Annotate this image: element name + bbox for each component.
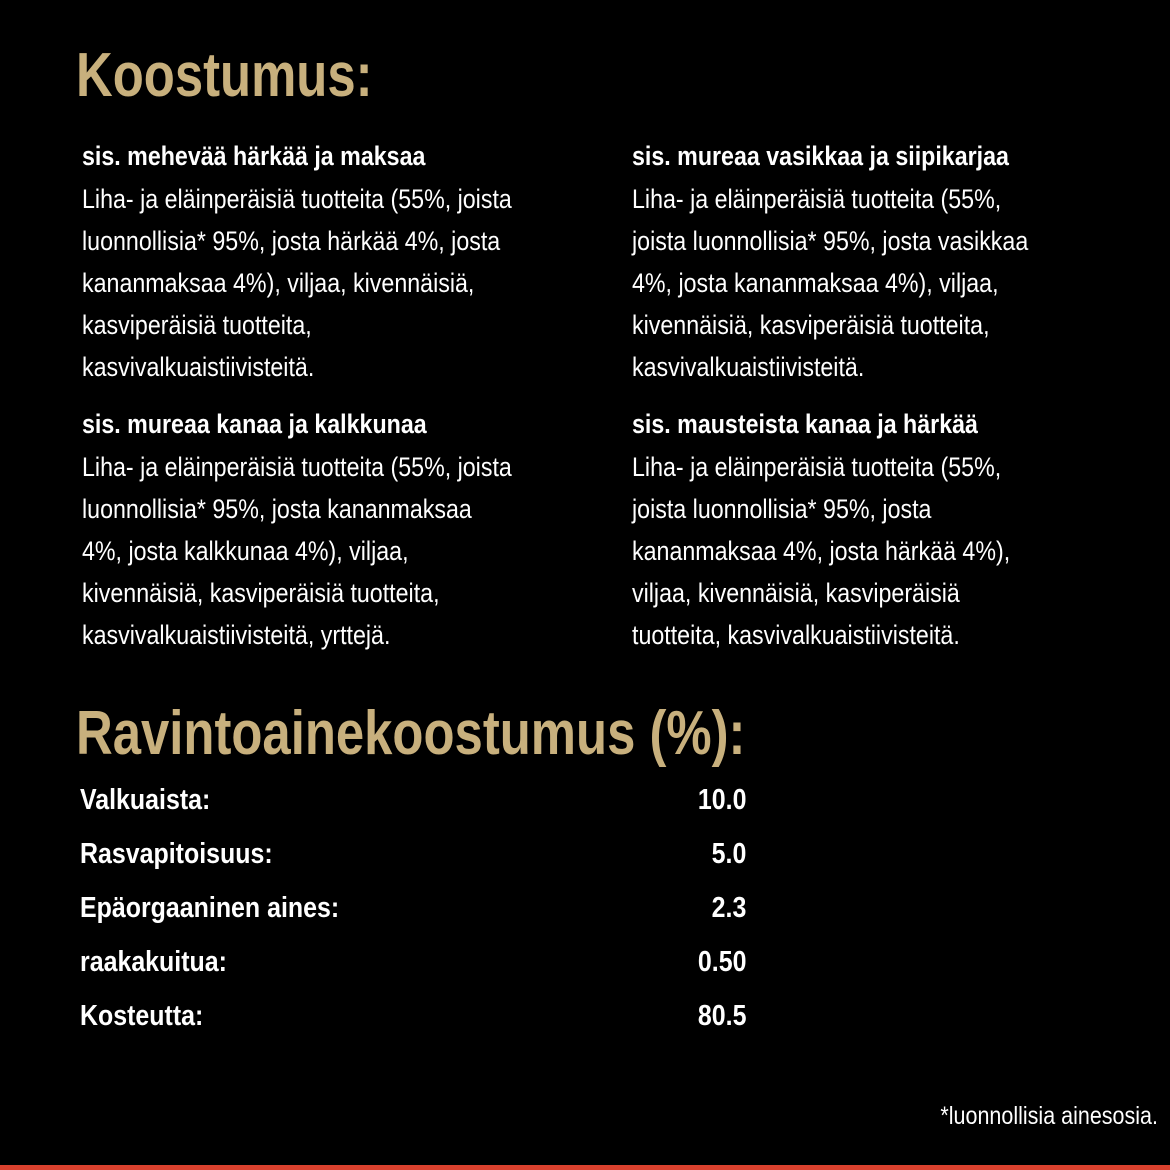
- nutrient-label: Epäorgaaninen aines:: [80, 892, 340, 924]
- variant-block-spicy-chicken-beef: [632, 402, 1148, 656]
- variant-title: sis. mureaa kanaa ja kalkkunaa: [82, 409, 427, 439]
- nutrition-table: [80, 776, 746, 1046]
- variant-block-veal-poultry: [632, 134, 1148, 388]
- variant-ingredients: Liha- ja eläinperäisiä tuotteita (55%, joista luonnollisia* 95%, josta kananmaksaa 4%, josta kalkkunaa 4%), viljaa, kivennäisiä, kasviperäisiä tuotteita, kasvivalkuaistiivisteitä, yrttejä.: [82, 452, 512, 650]
- nutrient-value: 80.5: [697, 1000, 746, 1032]
- nutrient-value: 0.50: [697, 946, 746, 978]
- nutrient-label: raakakuitua:: [80, 946, 227, 978]
- variant-title: sis. mureaa vasikkaa ja siipikarjaa: [632, 141, 1009, 171]
- variant-title: sis. mehevää härkää ja maksaa: [82, 141, 426, 171]
- variant-ingredients: Liha- ja eläinperäisiä tuotteita (55%, joista luonnollisia* 95%, josta kananmaksaa 4%, josta härkää 4%), viljaa, kivennäisiä, kasviperäisiä tuotteita, kasvivalkuaistiivisteitä.: [632, 452, 1011, 650]
- nutrition-row-fibre: [80, 938, 746, 992]
- nutrition-row-fat: [80, 830, 746, 884]
- composition-heading: Koostumus:: [76, 41, 373, 110]
- nutrition-heading: Ravintoainekoostumus (%):: [76, 699, 746, 768]
- nutrient-label: Kosteutta:: [80, 1000, 204, 1032]
- variant-ingredients: Liha- ja eläinperäisiä tuotteita (55%, joista luonnollisia* 95%, josta härkää 4%, josta kananmaksaa 4%), viljaa, kivennäisiä, kasviperäisiä tuotteita, kasvivalkuaistiivisteitä.: [82, 184, 512, 382]
- nutrient-value: 10.0: [697, 784, 746, 816]
- nutrient-value: 5.0: [711, 838, 746, 870]
- accent-bar: [0, 1165, 1170, 1170]
- nutrient-label: Valkuaista:: [80, 784, 211, 816]
- nutrition-row-moisture: [80, 992, 746, 1046]
- footnote: *luonnollisia ainesosia.: [940, 1102, 1158, 1130]
- variant-block-chicken-turkey: [82, 402, 598, 656]
- nutrient-value: 2.3: [711, 892, 746, 924]
- variant-title: sis. mausteista kanaa ja härkää: [632, 409, 978, 439]
- nutrition-row-protein: [80, 776, 746, 830]
- variant-ingredients: Liha- ja eläinperäisiä tuotteita (55%, joista luonnollisia* 95%, josta vasikkaa 4%, josta kananmaksaa 4%), viljaa, kivennäisiä, kasviperäisiä tuotteita, kasvivalkuaistiivisteitä.: [632, 184, 1029, 382]
- nutrient-label: Rasvapitoisuus:: [80, 838, 273, 870]
- nutrition-row-ash: [80, 884, 746, 938]
- variant-block-beef-liver: [82, 134, 598, 388]
